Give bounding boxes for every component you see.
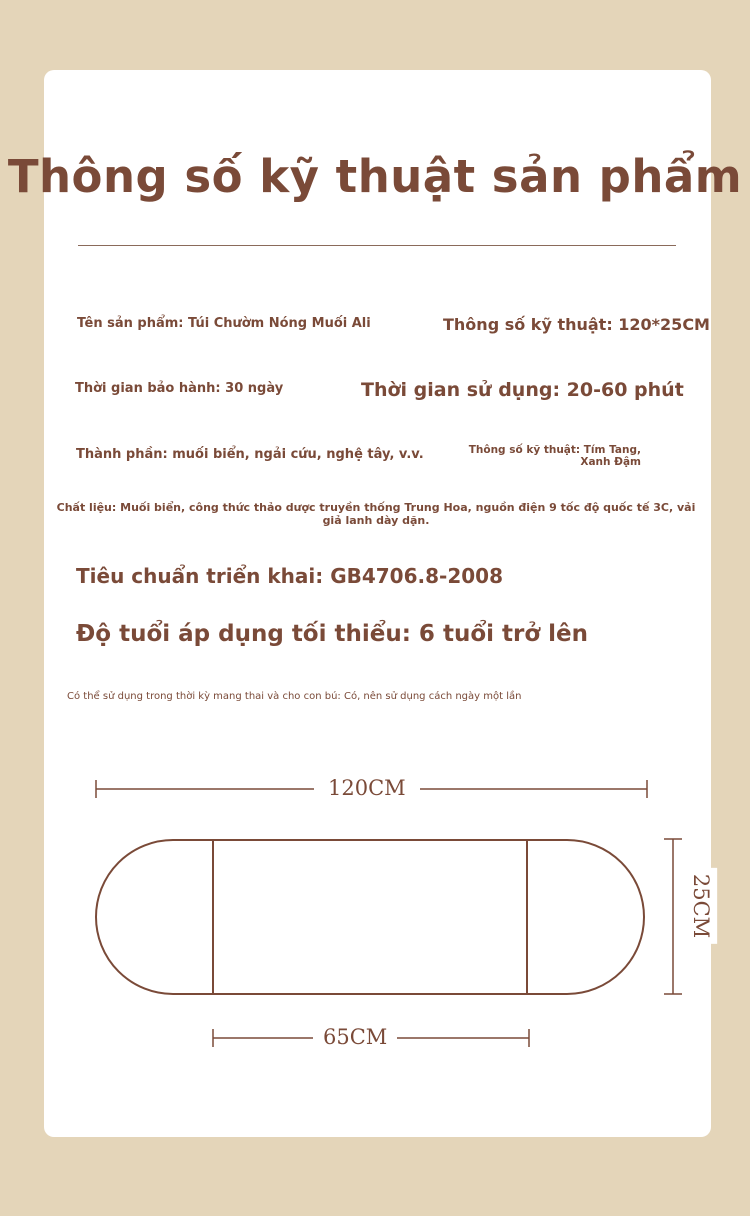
spec-size: Thông số kỹ thuật: 120*25CM <box>443 315 710 334</box>
spec-warranty: Thời gian bảo hành: 30 ngày <box>75 381 284 396</box>
spec-pregnancy: Có thể sử dụng trong thời kỳ mang thai và cho con bú: Có, nên sử dụng cách ngày một lần <box>67 691 522 702</box>
spec-colors: Thông số kỹ thuật: Tím Tang, Xanh Đậm <box>468 444 641 468</box>
spec-ingredients: Thành phần: muối biển, ngải cứu, nghệ tây, v.v. <box>76 447 424 462</box>
page-title: Thông số kỹ thuật sản phẩm <box>7 150 743 203</box>
height-label: 25CM <box>685 868 717 944</box>
spec-product-name: Tên sản phẩm: Túi Chườm Nóng Muối Ali <box>77 316 371 331</box>
length-label: 120CM <box>314 776 420 800</box>
spec-standard: Tiêu chuẩn triển khai: GB4706.8-2008 <box>76 564 503 588</box>
spec-usage-time: Thời gian sử dụng: 20-60 phút <box>361 379 684 401</box>
spec-material: Chất liệu: Muối biển, công thức thảo dược truyền thống Trung Hoa, nguồn điện 9 tốc độ quốc tế 3C, vải giả lanh dày dặn. <box>56 501 696 527</box>
inner-length-label: 65CM <box>313 1025 397 1049</box>
pillow-outline <box>96 840 644 994</box>
spec-min-age: Độ tuổi áp dụng tối thiểu: 6 tuổi trở lên <box>76 621 589 647</box>
